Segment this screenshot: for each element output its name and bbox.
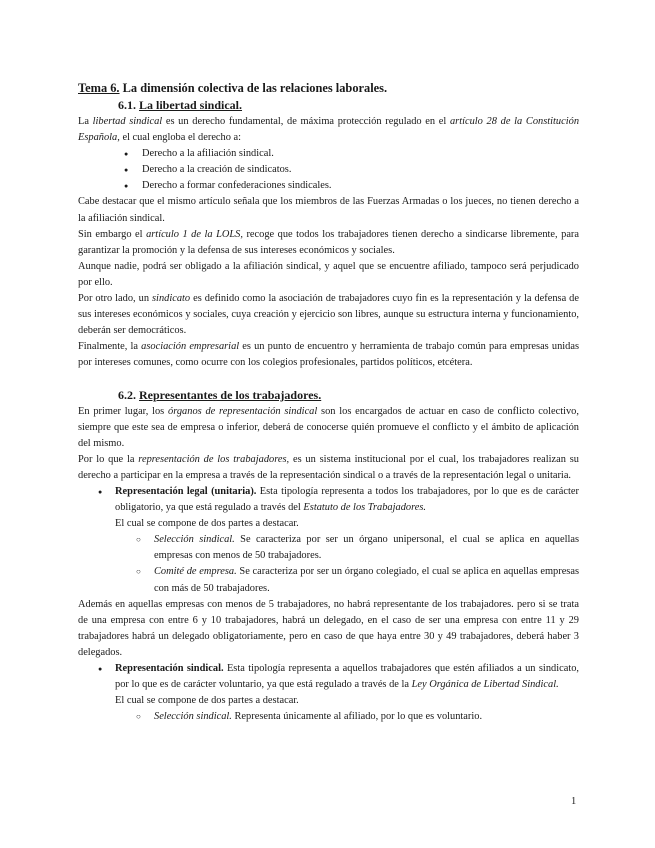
- paragraph-delegados: Además en aquellas empresas con menos de 5 trabajadores, no habrá representante de los trabajadores. pero si se trata de una empresa con entre 6 y 10 trabajadores, habrá un delegado, en el caso de ser una empresa con entre 11 y 29 trabajadores habrá un delegado obligatoriamente, pero en caso de que haya entre 30 y 49 trabajadores, deberá haber 3 delegados.: [78, 598, 579, 658]
- text-run: Por otro lado, un: [78, 293, 153, 305]
- term-italic: representación de los trabajadores,: [138, 453, 290, 465]
- term-italic: asociación empresarial: [141, 341, 240, 353]
- term-italic: Selección sindical.: [154, 534, 235, 546]
- term-italic: libertad sindical: [92, 116, 163, 127]
- sub-list-item: [154, 709, 579, 725]
- text-run: La: [78, 116, 93, 127]
- list-item: ● Derecho a formar confederaciones sindicales.: [142, 178, 579, 194]
- rights-list: [78, 146, 579, 194]
- term-italic: Selección sindical.: [154, 711, 232, 723]
- term-italic: sindicato: [152, 293, 191, 305]
- item-text: [115, 661, 579, 693]
- representation-list-sindical: [78, 661, 579, 725]
- paragraph-representacion: [78, 452, 579, 484]
- section-heading-6-1: [118, 97, 579, 114]
- text-run: Esta tipología representa a aquellos trabajadores que estén afiliados a un sindicato, por lo que es de carácter voluntario, ya que está regulado a través de la: [115, 663, 579, 691]
- term-italic: artículo 28 de la Constitución Española: [78, 116, 580, 144]
- text-run: Se caracteriza por ser un órgano colegiado, el cual se aplica en aquellas empresas con más de 50 trabajadores.: [154, 566, 580, 594]
- term-bold: Representación legal (unitaria).: [115, 485, 257, 497]
- text-run: recoge que todos los trabajadores tienen derecho a sindicarse libremente, para garantizar la promoción y la defensa de sus intereses económicos y sociales.: [78, 228, 579, 256]
- sub-list: [115, 532, 579, 596]
- list-item: ● Derecho a la creación de sindicatos.: [142, 162, 579, 178]
- sub-list-item: [154, 564, 579, 596]
- paragraph-asociacion-empresarial: [78, 339, 579, 371]
- paragraph-sindicato: [78, 291, 579, 339]
- sub-list-item: [154, 532, 579, 564]
- item-intro: El cual se compone de dos partes a destacar.: [115, 695, 299, 707]
- paragraph-lols: [78, 227, 579, 259]
- paragraph-no-obligation: Aunque nadie, podrá ser obligado a la afiliación sindical, y aquel que se encuentre afiliado, tampoco será perjudicado por ello.: [78, 260, 579, 288]
- list-item-representacion-legal: [115, 484, 579, 597]
- chapter-title-text: La dimensión colectiva de las relaciones laborales.: [119, 81, 388, 95]
- text-run: son los encargados de actuar en caso de conflicto colectivo, siempre que este sea de empresa o inferior, deberá de conocerse quién promueve el conflicto y el ámbito de aplicación del mismo.: [78, 405, 579, 449]
- text-run: Representa únicamente al afiliado, por lo que es voluntario.: [231, 711, 483, 723]
- item-intro: El cual se compone de dos partes a destacar.: [115, 518, 299, 530]
- term-italic: Comité de empresa.: [154, 566, 237, 578]
- section-title: La libertad sindical.: [139, 98, 243, 112]
- paragraph-libertad-sindical: [78, 114, 579, 146]
- term-bold: Representación sindical.: [115, 663, 224, 674]
- text-run: es un derecho fundamental, de máxima protección regulado en el: [162, 116, 450, 127]
- item-text: [115, 484, 579, 516]
- text-run: Por lo que la: [78, 453, 139, 465]
- text-run: Sin embargo el: [78, 228, 147, 240]
- text-run: En primer lugar, los: [78, 405, 168, 417]
- document-body: [78, 79, 579, 725]
- chapter-number: Tema 6.: [78, 81, 120, 95]
- text-run: , el cual engloba el derecho a:: [117, 132, 242, 144]
- term-italic: órganos de representación sindical: [168, 405, 318, 417]
- text-run: Se caracteriza por ser un órgano unipersonal, el cual se aplica en aquellas empresas con menos de 50 trabajadores.: [154, 534, 579, 562]
- text-run: es definido como la asociación de trabajadores cuyo fin es la representación y la defensa de sus intereses económicos y sociales, cuya creación y ejercicio son libres, aunque su estructura interna y funcionamiento, deberán ser democráticos.: [78, 293, 579, 337]
- text-run: Esta tipología representa a todos los trabajadores, por lo que es de carácter obligatorio, ya que está regulado a través del: [115, 485, 579, 514]
- term-italic: Ley Orgánica de Libertad Sindical.: [411, 679, 559, 691]
- term-italic: artículo 1 de la LOLS,: [146, 228, 243, 240]
- page-number: 1: [571, 796, 577, 807]
- text-run: Finalmente, la: [78, 341, 142, 353]
- section-number: 6.2.: [118, 387, 139, 402]
- representation-list-legal: [78, 484, 579, 597]
- list-item: ● Derecho a la afiliación sindical.: [142, 146, 579, 162]
- text-run: es un punto de encuentro y herramienta de trabajo común para empresas unidas por intereses comunes, como ocurre con los colegios profesionales, partidos políticos, etcétera.: [78, 341, 579, 369]
- chapter-title: [78, 79, 579, 97]
- list-item-representacion-sindical: [115, 661, 579, 725]
- paragraph-exceptions: Cabe destacar que el mismo artículo señala que los miembros de las Fuerzas Armadas o los jueces, no tienen derecho a la afiliación sindical.: [78, 196, 579, 224]
- section-number: 6.1.: [118, 98, 139, 112]
- sub-list: [115, 709, 579, 725]
- paragraph-organos: [78, 404, 579, 452]
- term-italic: Estatuto de los Trabajadores.: [303, 502, 427, 514]
- section-heading-6-2: [118, 387, 579, 404]
- section-title: Representantes de los trabajadores.: [139, 387, 322, 402]
- text-run: es un sistema institucional por el cual, los trabajadores realizan su derecho a participar en la empresa a través de la representación sindical o a través de la representación legal o unitaria.: [78, 453, 579, 481]
